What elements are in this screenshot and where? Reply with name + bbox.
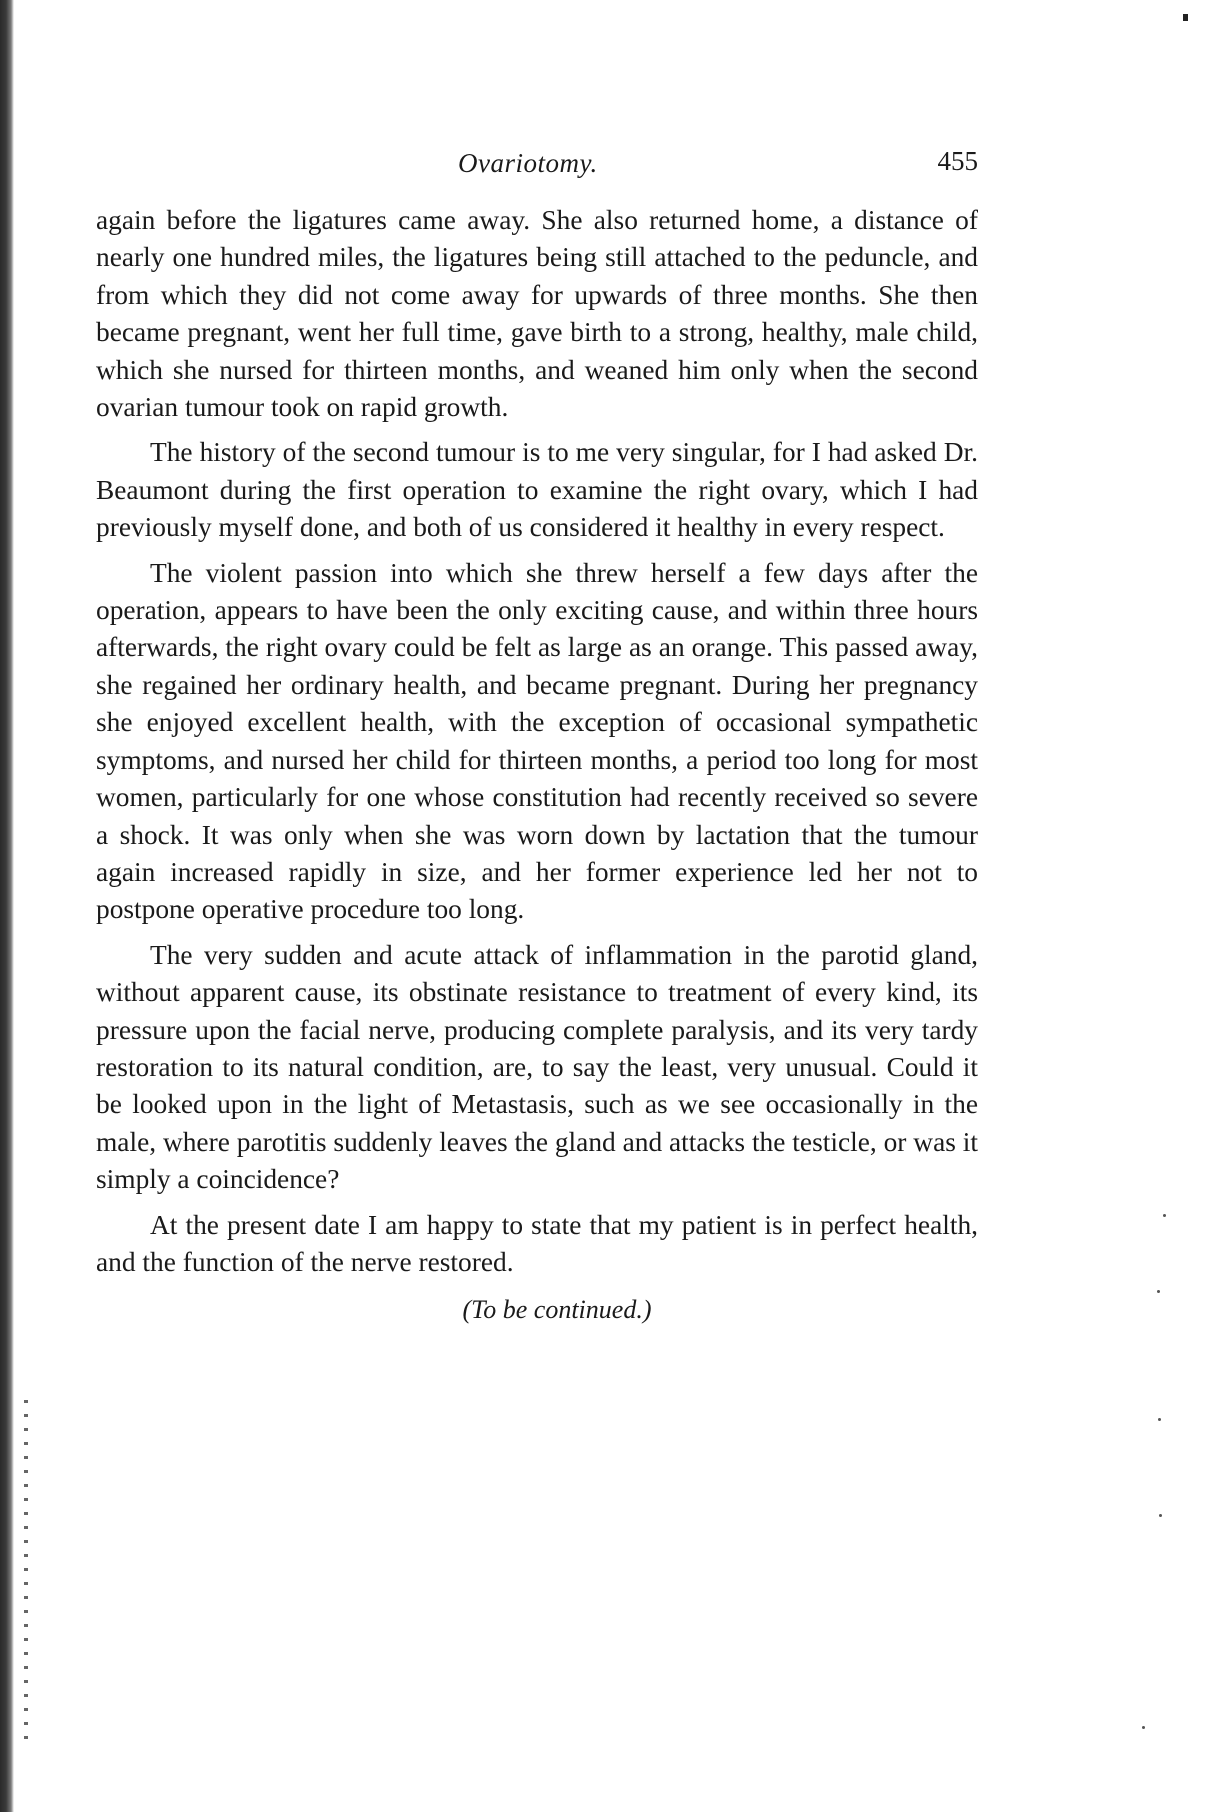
edge-speck (1159, 1514, 1162, 1517)
edge-speck (1163, 1214, 1166, 1217)
paragraph-second-tumour: The history of the second tumour is to me very singular, for I had asked Dr. Beaumont during the first operation to examine the right ovary, which I had previously myself done, and both of us considered it healthy in every respect. (96, 437, 978, 543)
paragraph-continuation: again before the ligatures came away. She also returned home, a distance of nearly one hundred miles, the ligatures being still attached to the peduncle, and from which they did not come away for upwards of three months. She then became pregnant, went her full time, gave birth to a strong, healthy, male child, which she nursed for thirteen months, and weaned him only when the second ovarian tumour took on rapid growth. (96, 205, 978, 423)
edge-speck (1157, 1290, 1160, 1293)
running-title: Ovariotomy. (458, 148, 598, 178)
page-binding-edge (0, 0, 14, 1812)
to-be-continued-note: (To be continued.) (462, 1295, 652, 1325)
edge-speck (1158, 1418, 1161, 1421)
edge-speck (1142, 1726, 1145, 1729)
paragraph-present-health: At the present date I am happy to state that my patient is in perfect health, and the function of the nerve restored. (96, 1209, 978, 1277)
book-page (96, 140, 978, 1325)
binding-dotted-line (24, 1400, 28, 1740)
page-number: 455 (937, 146, 978, 176)
paragraph-violent-passion: The violent passion into which she threw herself a few days after the operation, appears to have been the only exciting cause, and within three hours afterwards, the right ovary could be felt as large as an orange. This passed away, she regained her ordinary health, and became pregnant. During her pregnancy she enjoyed excellent health, with the exception of occasional sympathetic symptoms, and nursed her child for thirteen months, a period too long for most women, particularly for one whose constitution had recently received so severe a shock. It was only when she was worn down by lactation that the tumour again increased rapidly in size, and her former experience led her not to postpone operative procedure too long. (96, 557, 978, 925)
running-head (96, 140, 978, 184)
corner-mark (1183, 14, 1188, 21)
paragraph-parotid-inflammation: The very sudden and acute attack of inflammation in the parotid gland, without apparent cause, its obstinate resistance to treatment of every kind, its pressure upon the facial nerve, producing complete paralysis, and its very tardy restoration to its natural condition, are, to say the least, very unusual. Could it be looked upon in the light of Metastasis, such as we see occasionally in the male, where parotitis suddenly leaves the gland and attacks the testicle, or was it simply a coincidence? (96, 939, 978, 1195)
